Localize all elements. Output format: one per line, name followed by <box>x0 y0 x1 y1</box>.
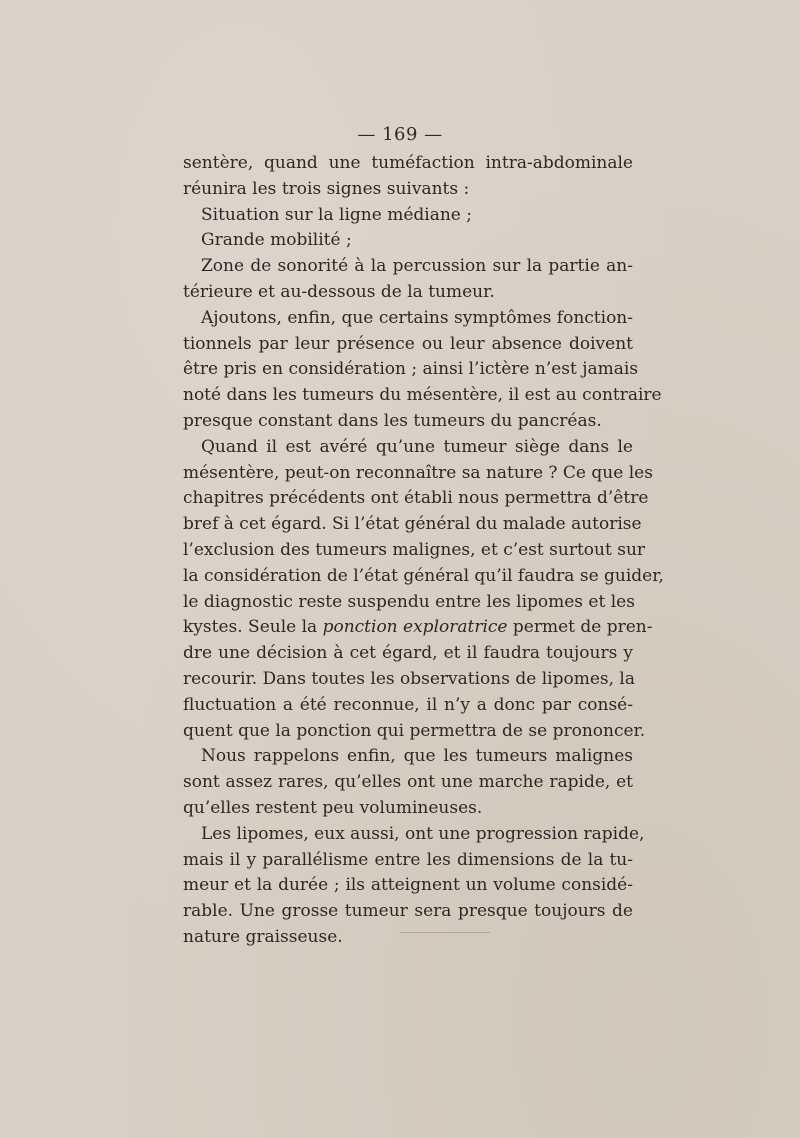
body-text <box>183 151 664 951</box>
text-line: Zone de sonorité à la percussion sur la partie an- <box>201 256 633 277</box>
text-line <box>183 615 653 641</box>
text-line: Ajoutons, enfin, que certains symptômes fonction- <box>201 307 633 328</box>
text-line: Nous rappelons enfin, que les tumeurs malignes <box>201 746 633 767</box>
text-line: rable. Une grosse tumeur sera presque toujours de <box>183 901 633 922</box>
text-line: Les lipomes, eux aussi, ont une progression rapide, <box>201 823 645 844</box>
text-run: permet de pren- <box>507 617 653 638</box>
text-line: tionnels par leur présence ou leur absence doivent <box>183 333 633 354</box>
text-line: quent que la ponction qui permettra de se prononcer. <box>183 720 646 741</box>
end-rule <box>400 932 490 933</box>
text-line: chapitres précédents ont établi nous permettra d’être <box>183 488 649 509</box>
text-line: dre une décision à cet égard, et il faudra toujours y <box>183 643 633 664</box>
text-line: térieure et au-dessous de la tumeur. <box>183 281 495 302</box>
text-line: noté dans les tumeurs du mésentère, il est au contraire <box>183 385 662 406</box>
text-line: recourir. Dans toutes les observations de lipomes, la <box>183 668 635 689</box>
italic-term: ponction exploratrice <box>322 617 508 638</box>
text-line: fluctuation a été reconnue, il n’y a donc par consé- <box>183 694 633 715</box>
text-line: Situation sur la ligne médiane ; <box>201 204 472 225</box>
text-line: l’exclusion des tumeurs malignes, et c’est surtout sur <box>183 539 646 560</box>
text-line: sont assez rares, qu’elles ont une marche rapide, et <box>183 772 633 793</box>
text-line: mésentère, peut-on reconnaître sa nature ? Ce que les <box>183 462 653 483</box>
text-line: qu’elles restent peu volumineuses. <box>183 797 483 818</box>
text-line: nature graisseuse. <box>183 926 343 947</box>
text-run: kystes. Seule la <box>183 617 323 638</box>
text-line: le diagnostic reste suspendu entre les lipomes et les <box>183 591 635 612</box>
text-line: réunira les trois signes suivants : <box>183 178 470 199</box>
text-line: Quand il est avéré qu’une tumeur siège dans le <box>201 436 633 457</box>
text-line: sentère, quand une tuméfaction intra-abdominale <box>183 153 633 173</box>
text-line: meur et la durée ; ils atteignent un volume considé- <box>183 875 633 896</box>
text-line: être pris en considération ; ainsi l’ictère n’est jamais <box>183 359 639 380</box>
page-number: — 169 — <box>357 124 443 145</box>
text-line: Grande mobilité ; <box>201 230 352 251</box>
text-line: presque constant dans les tumeurs du pancréas. <box>183 410 602 431</box>
text-line: bref à cet égard. Si l’état général du malade autorise <box>183 514 642 535</box>
text-line: mais il y parallélisme entre les dimensions de la tu- <box>183 849 633 870</box>
text-line: la considération de l’état général qu’il faudra se guider, <box>183 565 664 586</box>
